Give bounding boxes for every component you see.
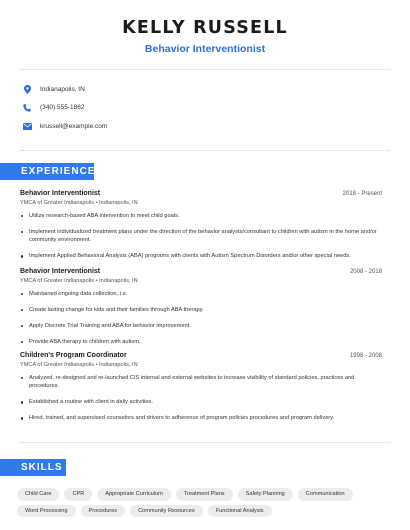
email-text: krussell@example.com <box>40 122 108 130</box>
contact-info <box>22 80 107 136</box>
bullet-item: Maintained ongoing data collection, i.e. <box>20 290 382 298</box>
skill-chip: Child Care <box>17 488 59 501</box>
job-org: YMCA of Greater Indianapolis <box>20 362 94 368</box>
skill-chip: Appropriate Curriculum <box>97 488 171 501</box>
skill-chip: Safety Planning <box>238 488 293 501</box>
job-org-line: YMCA of Greater Indianapolis • Indianapolis, IN <box>20 200 138 206</box>
location-text: Indianapolis, IN <box>40 85 85 93</box>
experience-heading: EXPERIENCE <box>0 163 94 180</box>
skill-chip: Treatment Plans <box>176 488 233 501</box>
candidate-title: Behavior Interventionist <box>144 43 266 55</box>
job-org: YMCA of Greater Indianapolis <box>20 278 94 284</box>
skills-heading: SKILLS <box>0 459 66 476</box>
header-divider <box>20 69 390 70</box>
job-org-line: YMCA of Greater Indianapolis • Indianapolis, IN <box>20 278 138 284</box>
skill-chip: Communication <box>298 488 353 501</box>
job-location: Indianapolis, IN <box>99 362 138 368</box>
job-bullets <box>20 212 382 261</box>
phone-icon <box>22 103 32 113</box>
contact-phone <box>22 99 107 118</box>
map-pin-icon <box>22 84 32 94</box>
job-title: Behavior Interventionist <box>20 190 101 197</box>
phone-text: (340) 555-1862 <box>40 104 85 112</box>
job-entry <box>20 190 382 268</box>
skill-chip: Functional Analysis <box>208 505 272 518</box>
job-entry <box>20 352 382 430</box>
job-location: Indianapolis, IN <box>99 200 138 206</box>
job-org: YMCA of Greater Indianapolis <box>20 200 94 206</box>
experience-divider <box>20 442 390 443</box>
bullet-item: Established a routine with client in daily activities. <box>20 398 382 406</box>
job-dates: 2008 - 2018 <box>349 269 382 275</box>
job-org-line: YMCA of Greater Indianapolis • Indianapolis, IN <box>20 362 138 368</box>
bullet-item: Implement Applied Behavioral Analysis (ABA) programs with clients with Autism Spectrum Disorders and/or other special needs. <box>20 252 382 260</box>
resume-header <box>0 0 410 55</box>
skill-chip: Word Processing <box>17 505 76 518</box>
bullet-item: Implement individualized treatment plans under the direction of the behavior analysts/consultant to children with autism in the home and/or community environment. <box>20 228 382 245</box>
job-bullets <box>20 374 382 423</box>
bullet-item: Analyzed, re-designed and re-launched CIS internal and external websites to increase visibility of standard policies, practices and procedures. <box>20 374 382 391</box>
bullet-item: Create lasting change for kids and their families through ABA therapy. <box>20 306 382 314</box>
skill-chip: Procedures <box>81 505 126 518</box>
job-title: Children's Program Coordinator <box>20 352 127 359</box>
contact-location <box>22 80 107 99</box>
bullet-item: Apply Discrete Trial Training and ABA for behavior improvement. <box>20 322 382 330</box>
job-title: Behavior Interventionist <box>20 268 101 275</box>
job-dates: 2018 - Present <box>342 191 382 197</box>
contact-divider <box>20 150 390 151</box>
job-bullets <box>20 290 382 346</box>
skills-list <box>17 488 392 521</box>
job-location: Indianapolis, IN <box>99 278 138 284</box>
skill-chip: Community Resources <box>130 505 203 518</box>
skill-chip: CPR <box>64 488 92 501</box>
job-entry <box>20 268 382 354</box>
candidate-name: KELLY RUSSELL <box>122 18 288 38</box>
bullet-item: Hired, trained, and supervised counselors and drivers to adherence of program policies procedures and program delivery. <box>20 414 382 422</box>
job-dates: 1998 - 2008 <box>349 353 382 359</box>
bullet-item: Utilize research-based ABA intervention to meet child goals. <box>20 212 382 220</box>
bullet-item: Provide ABA therapy to children with autism. <box>20 338 382 346</box>
contact-email <box>22 117 107 136</box>
envelope-icon <box>22 121 32 131</box>
